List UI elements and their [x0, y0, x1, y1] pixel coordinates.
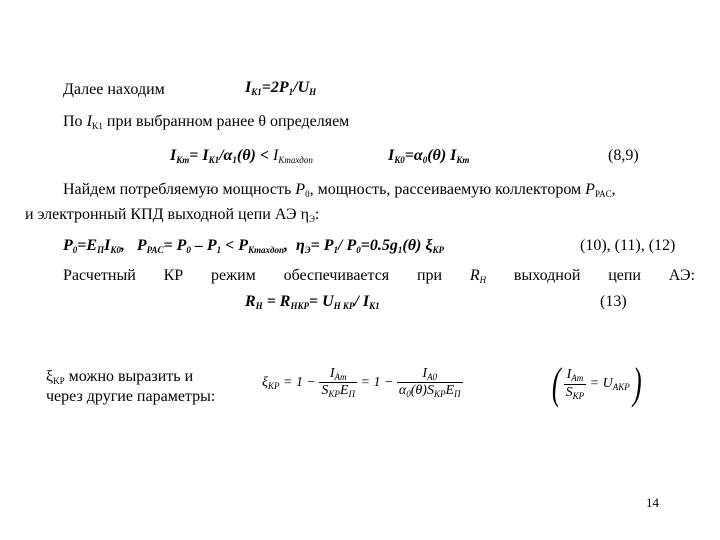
right-paren: ) — [632, 359, 642, 408]
para1-line1: Найдем потребляемую мощность $P_0$, мощность, рассеиваемую коллектором $P_{PAC}$, — [63, 181, 616, 199]
line1-text: Далее находим — [63, 81, 165, 98]
fraction-1 — [319, 366, 357, 399]
line6-word: при — [416, 267, 443, 284]
ksi-equation — [262, 366, 463, 399]
line6-word: $R_H$ — [469, 267, 487, 285]
line3-formula-ikm: $I_{Km}= I_{K1}/\alpha_1(\theta) < I_{Kmaxдоп}$ — [170, 147, 313, 165]
left-paren: ( — [551, 359, 561, 408]
note-line1: $\xi_{KP}$ можно выразить и — [46, 368, 194, 386]
line3-ref: (8,9) — [608, 147, 639, 164]
fraction-1-denominator: $S_{KP}E_П$ — [321, 383, 355, 400]
fraction-2 — [397, 366, 463, 399]
ratio-equation — [549, 359, 644, 408]
eq-mid: = 1 − — [360, 374, 394, 390]
line2-text: По $I_{K1}$ при выбранном ранее θ определяем — [63, 113, 350, 131]
para1-line2: и электронный КПД выходной цепи АЭ $\eta_Э$: — [25, 206, 320, 224]
line7-ref: (13) — [600, 293, 627, 310]
line5-ref: (10), (11), (12) — [580, 237, 676, 254]
line6-word: АЭ: — [668, 267, 695, 284]
line6-word: Расчетный — [63, 267, 136, 284]
fraction-1-numerator: $I_{Am}$ — [319, 366, 357, 383]
line6-word: режим — [210, 267, 256, 284]
fraction-3-denominator: $S_{KP}$ — [565, 384, 585, 401]
line1-formula: $I_{K1}=2P_1/U_H$ — [245, 79, 317, 97]
fraction-3 — [564, 367, 587, 400]
line5-formula: $P_0=E_ПI_{K0}$, $P_{PAC}= P_0 - P_1 < P_{Kmaxдоп}$, $\eta_Э= P_1/$ $P_0=0.5g_1(\theta)$ $\xi_{KP}$ — [63, 237, 445, 255]
fraction-3-numerator: $I_{Am}$ — [564, 367, 587, 384]
line6-text — [63, 268, 695, 284]
line3-formula-ik0: $I_{K0}=\alpha_0(\theta)$ $I_{Km}$ — [388, 147, 470, 165]
fraction-2-denominator: $\alpha_0(\theta)S_{KP}E_П$ — [398, 383, 461, 400]
note-line2: через другие параметры: — [46, 388, 216, 405]
fraction-2-numerator: $I_{A0}$ — [397, 366, 463, 383]
line6-word: обеспечивается — [283, 267, 390, 284]
line6-word: цепи — [608, 267, 641, 284]
line6-word: выходной — [513, 267, 581, 284]
eq-lhs: $\xi_{KP} = 1$ − — [262, 374, 316, 391]
eq-rhs: = $U_{AKP}$ — [589, 376, 630, 393]
line7-formula: $R_H = R_{HKP}= U_{H KP}/$ $I_{K1}$ — [245, 293, 380, 311]
page-number: 14 — [646, 495, 659, 510]
line6-word: КР — [163, 267, 184, 284]
